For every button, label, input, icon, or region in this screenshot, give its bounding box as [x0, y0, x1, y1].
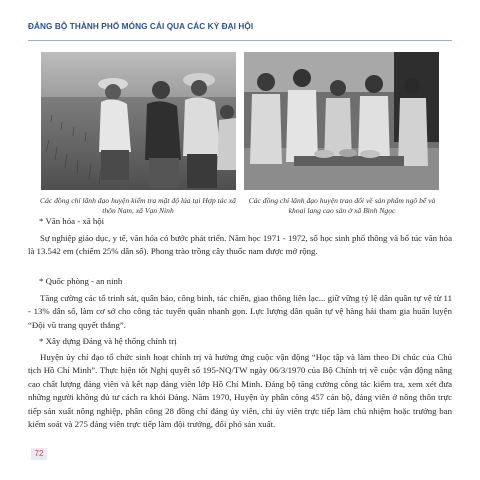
photo-caption-left: Các đồng chí lãnh đạo huyện kiểm tra mật độ lúa tại Hợp tác xã thôn Nam, xã Vạn Ninh — [40, 196, 236, 215]
photo-produce-discussion — [244, 52, 439, 190]
header-rule — [28, 40, 452, 41]
paragraph-defense: Tăng cường các tổ trinh sát, quân báo, công binh, tác chiến, giao thông liên lạc... giữ vững tỷ lệ dân quân tự vệ từ 11 - 13% dân số, làm cơ sở cho công tác tuyển quân nhanh gọn. Lực lượng dân quân tự vệ hàng hải tham gia huấn luyện “Đội vũ trang quyết thắng”. — [28, 293, 452, 330]
paragraph-culture: Sự nghiệp giáo dục, y tế, văn hóa có bước phát triển. Năm học 1971 - 1972, số học sinh phổ thông và bổ túc văn hóa là 13.542 em (chiếm 25% dân số). Phong trào trồng cây thuốc nam được mở rộng. — [28, 233, 452, 257]
photo-produce-image — [244, 52, 439, 190]
running-header: ĐẢNG BỘ THÀNH PHỐ MÓNG CÁI QUA CÁC KỲ ĐẠI HỘI — [28, 22, 254, 31]
photo-rice-field-inspection — [41, 52, 236, 190]
paragraph-party: Huyện ủy chỉ đạo tổ chức sinh hoạt chính trị và hưởng ứng cuộc vận động “Học tập và làm theo Di chúc của Chủ tịch Hồ Chí Minh”. Thực hiện tốt Nghị quyết số 195-NQ/TW ngày 06/3/1970 của Bộ Chính trị về cuộc vận động nâng cao chất lượng đảng viên và kết nạp đảng viên lớp Hồ Chí Minh. Đảng bộ tăng cường công tác kiểm tra, xem xét đưa những người không đủ tư cách ra khỏi Đảng. Năm 1970, Huyện ủy phân công 457 cán bộ, đảng viên ở nông thôn trực tiếp sản xuất nông nghiệp, phân công 28 đồng chí đảng ủy viên, chi ủy viên trực tiếp làm chủ nhiệm hoặc trưởng ban kiểm soát và 275 đảng viên trực tiếp làm đội trưởng, đối phó sản xuất. — [28, 352, 452, 430]
photo-caption-right: Các đồng chí lãnh đạo huyện trao đổi về sản phẩm ngô bể và khoai lang cao sản ở xã Bình Ngọc — [248, 196, 436, 215]
section-heading-defense: * Quốc phòng - an ninh — [39, 276, 123, 286]
photo-rice-field-image — [41, 52, 236, 190]
section-heading-party: * Xây dựng Đảng và hệ thống chính trị — [39, 336, 177, 346]
section-heading-culture: * Văn hóa - xã hội — [39, 216, 105, 226]
page-number: 72 — [31, 448, 47, 460]
